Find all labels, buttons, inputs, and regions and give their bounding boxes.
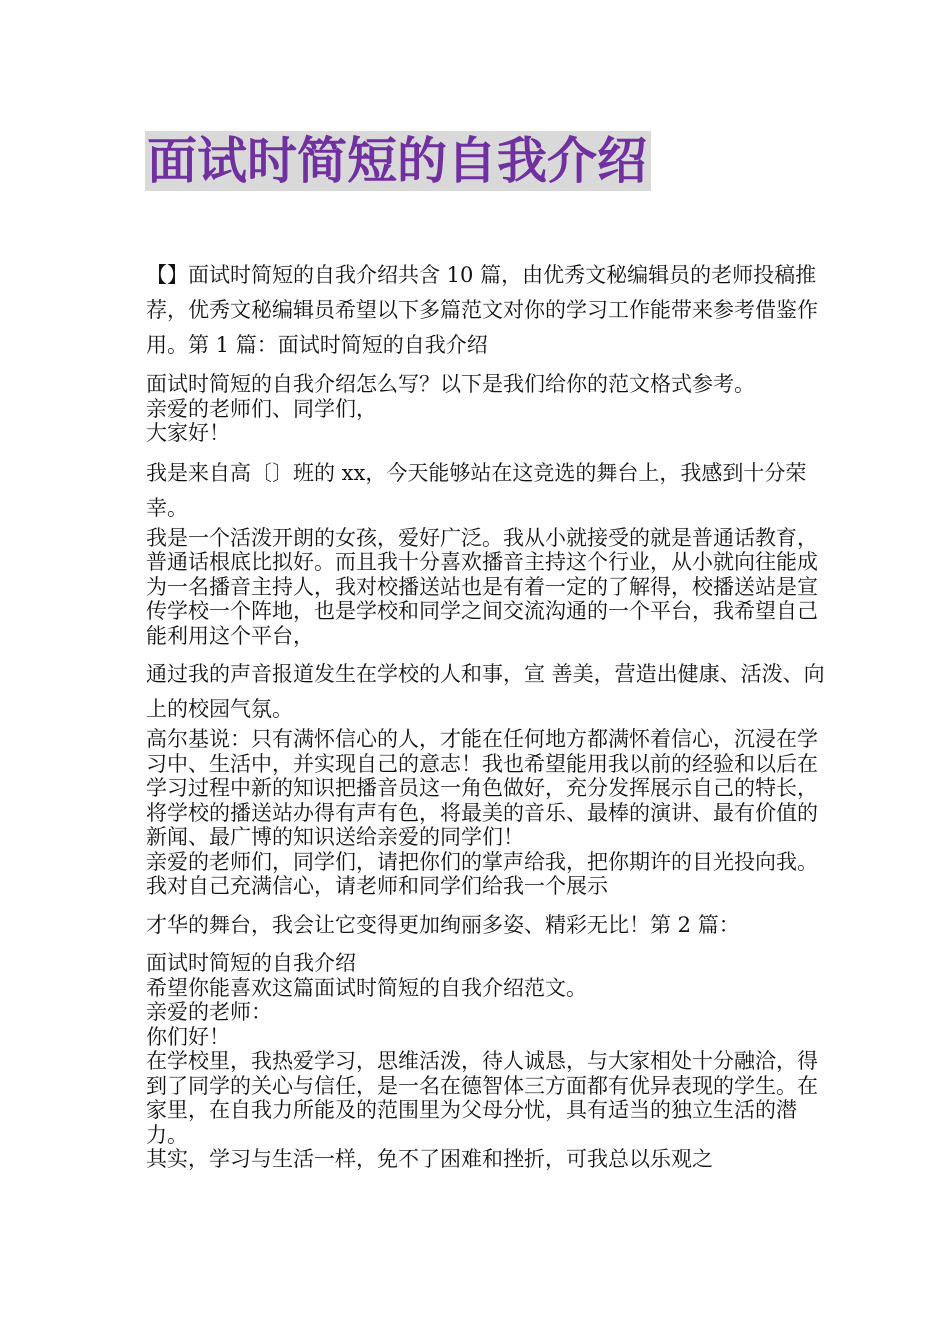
paragraph: 高尔基说：只有满怀信心的人，才能在任何地方都满怀着信心，沉浸在学习中、生活中，并实现自己的意志！我也希望能用我以前的经验和以后在学习过程中新的知识把播音员这一角色做好，充分发挥展示自己的特长，将学校的播送站办得有声有色，将最美的音乐、最棒的演讲、最有价值的新闻、最广博的知识送给亲爱的同学们！ <box>146 727 818 849</box>
paragraph: 才华的舞台，我会让它变得更加绚丽多姿、精彩无比！第 2 篇： <box>146 912 740 937</box>
paragraph: 亲爱的老师们、同学们， <box>146 396 377 421</box>
paragraph: 通过我的声音报道发生在学校的人和事，宣 善美，营造出健康、活泼、向上的校园气氛。 <box>146 662 825 721</box>
paragraph: 我是来自高〔〕班的 xx，今天能够站在这竞选的舞台上，我感到十分荣幸。 <box>146 460 807 520</box>
paragraph: 亲爱的老师们，同学们，请把你们的掌声给我，把你期许的目光投向我。我对自己充满信心，请老师和同学们给我一个展示 <box>146 849 818 898</box>
paragraph: 在学校里，我热爱学习，思维活泼，待人诚恳，与大家相处十分融洽，得到了同学的关心与信任，是一名在德智体三方面都有优异表现的学生。在家里，在自我力所能及的范围里为父母分忧，具有适当的独立生活的潜力。 <box>146 1049 818 1147</box>
document-body <box>146 258 836 1172</box>
paragraph: 面试时简短的自我介绍 <box>146 951 356 975</box>
paragraph: 我是一个活泼开朗的女孩，爱好广泛。我从小就接受的就是普通话教育，普通话根底比拟好。而且我十分喜欢播音主持这个行业，从小就向往能成为一名播音主持人，我对校播送站也是有着一定的了解得，校播送站是宣传学校一个阵地，也是学校和同学之间交流沟通的一个平台，我希望自己能利用这个平台， <box>146 525 818 648</box>
intro-paragraph: 【】面试时简短的自我介绍共含 10 篇，由优秀文秘编辑员的老师投稿推荐，优秀文秘编辑员希望以下多篇范文对你的学习工作能带来参考借鉴作用。第 1 篇：面试时简短的自我介绍 <box>146 263 818 357</box>
document-title: 面试时简短的自我介绍 <box>145 131 651 191</box>
paragraph: 面试时简短的自我介绍怎么写？以下是我们给你的范文格式参考。 <box>146 372 755 396</box>
paragraph: 希望你能喜欢这篇面试时简短的自我介绍范文。 <box>146 975 587 1000</box>
paragraph: 你们好！ <box>146 1024 230 1049</box>
paragraph: 大家好！ <box>146 421 230 445</box>
paragraph: 亲爱的老师： <box>146 1000 272 1024</box>
paragraph: 其实，学习与生活一样，免不了困难和挫折，可我总以乐观之 <box>146 1147 713 1171</box>
